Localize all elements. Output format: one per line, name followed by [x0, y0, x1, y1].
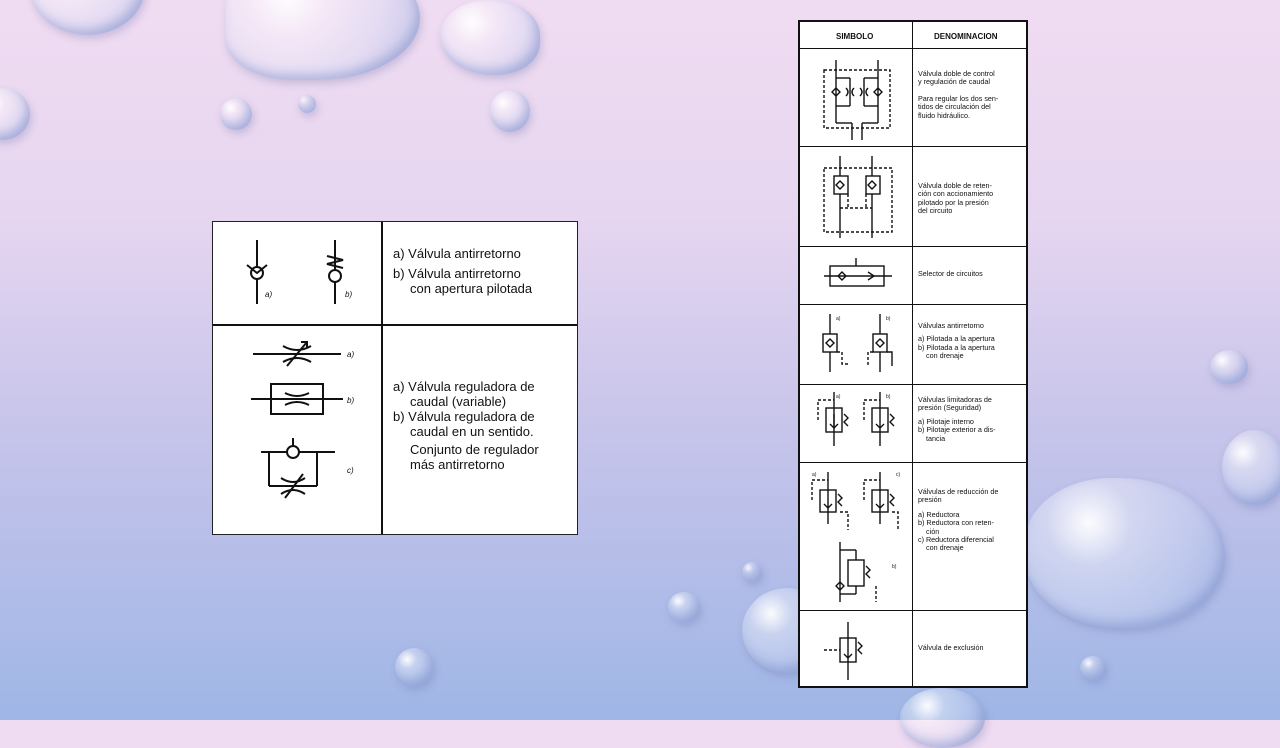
pilot-check-valves-symbol: [800, 304, 912, 384]
row1-description: [393, 246, 532, 296]
text-line: Conjunto de regulador: [410, 442, 539, 457]
text-line: b) Válvula antirretorno: [393, 266, 521, 281]
text-line: Selector de circuitos: [918, 269, 983, 278]
text-line: y regulación de caudal: [918, 77, 990, 87]
row-description: [918, 396, 1022, 443]
water-drop: [668, 592, 700, 622]
symbol-label-b: b): [886, 394, 891, 400]
text-line: b) Pilotaje exterior a dis-: [918, 425, 996, 435]
text-line: fluido hidráulico.: [918, 110, 970, 120]
water-drop: [225, 0, 420, 80]
text-line: Válvula doble de control: [918, 69, 995, 78]
water-drop: [1025, 478, 1225, 628]
text-line: a) Pilotada a la apertura: [918, 334, 995, 344]
row-description: [918, 322, 1022, 361]
double-flow-control-symbol: [800, 48, 912, 146]
symbol-label-a: a): [836, 394, 841, 400]
text-line: caudal en un sentido.: [410, 424, 534, 439]
water-drop: [742, 562, 762, 582]
text-line: ción con accionamiento: [918, 189, 994, 199]
water-drop: [220, 98, 252, 130]
water-drop: [1080, 656, 1106, 680]
water-drop: [900, 688, 985, 748]
text-line: b) Válvula reguladora de: [393, 409, 535, 424]
header-denominacion: DENOMINACION: [934, 32, 998, 41]
text-line: del circuito: [918, 206, 953, 216]
symbol-label-a: a): [812, 472, 817, 478]
symbol-label-b: b): [892, 564, 897, 570]
symbol-label-c: c): [896, 472, 901, 478]
water-drop: [298, 95, 316, 113]
flow-regulator-symbols: [213, 326, 381, 536]
pressure-reducing-valves-symbol: [800, 462, 912, 610]
text-line: con drenaje: [926, 351, 964, 361]
right-valve-symbol-table: [798, 20, 1028, 688]
column-divider: [381, 222, 383, 534]
table-header: [800, 22, 1026, 49]
row-description: [918, 182, 1022, 216]
row-description: [918, 270, 1022, 278]
text-line: Válvula doble de reten-: [918, 181, 992, 190]
symbol-label-c: c): [347, 466, 354, 475]
text-line: Válvulas antirretorno: [918, 321, 984, 330]
text-line: tancia: [926, 433, 946, 443]
row-description: [918, 70, 1022, 120]
symbol-label-a: a): [265, 290, 273, 299]
text-line: más antirretorno: [410, 457, 505, 472]
text-line: b) Reductora con reten-: [918, 518, 994, 528]
check-valve-symbols: [213, 222, 381, 324]
water-drop: [440, 0, 540, 75]
text-line: pilotado por la presión: [918, 197, 989, 207]
text-line: presión: [918, 495, 942, 505]
water-drop: [1210, 350, 1248, 384]
symbol-label-b: b): [886, 316, 891, 322]
symbol-label-a: a): [836, 316, 841, 322]
text-line: c) Reductora diferencial: [918, 535, 994, 545]
text-line: Válvula de exclusión: [918, 643, 984, 652]
text-line: a) Reductora: [918, 509, 960, 519]
water-drop: [30, 0, 145, 35]
symbol-label-a: a): [347, 350, 355, 359]
header-simbolo: SIMBOLO: [836, 32, 874, 41]
text-line: Para regular los dos sen-: [918, 93, 999, 103]
text-line: ción: [926, 526, 940, 536]
text-line: con apertura pilotada: [410, 281, 533, 296]
text-line: Válvulas de reducción de: [918, 487, 999, 496]
exclusion-valve-symbol: [800, 610, 912, 688]
water-drop: [395, 648, 433, 686]
pressure-relief-valves-symbol: [800, 384, 912, 462]
text-line: Válvulas limitadoras de: [918, 395, 992, 404]
circuit-selector-symbol: [800, 246, 912, 304]
water-drop: [0, 88, 30, 140]
row-description: [918, 644, 1022, 652]
text-line: a) Pilotaje interno: [918, 416, 974, 426]
symbol-label-b: b): [347, 396, 355, 405]
text-line: presión (Seguridad): [918, 403, 982, 413]
water-drop: [1222, 430, 1280, 505]
left-valve-symbol-table: [212, 221, 578, 535]
double-pilot-check-symbol: [800, 146, 912, 246]
text-line: tidos de circulación del: [918, 102, 991, 112]
row2-description: [393, 379, 539, 472]
text-line: con drenaje: [926, 543, 964, 553]
text-line: b) Pilotada a la apertura: [918, 342, 995, 352]
symbol-label-b: b): [345, 290, 353, 299]
water-drop: [490, 90, 530, 132]
row-description: [918, 488, 1022, 553]
text-line: a) Válvula antirretorno: [393, 246, 521, 261]
text-line: a) Válvula reguladora de: [393, 379, 535, 394]
text-line: caudal (variable): [410, 394, 507, 409]
